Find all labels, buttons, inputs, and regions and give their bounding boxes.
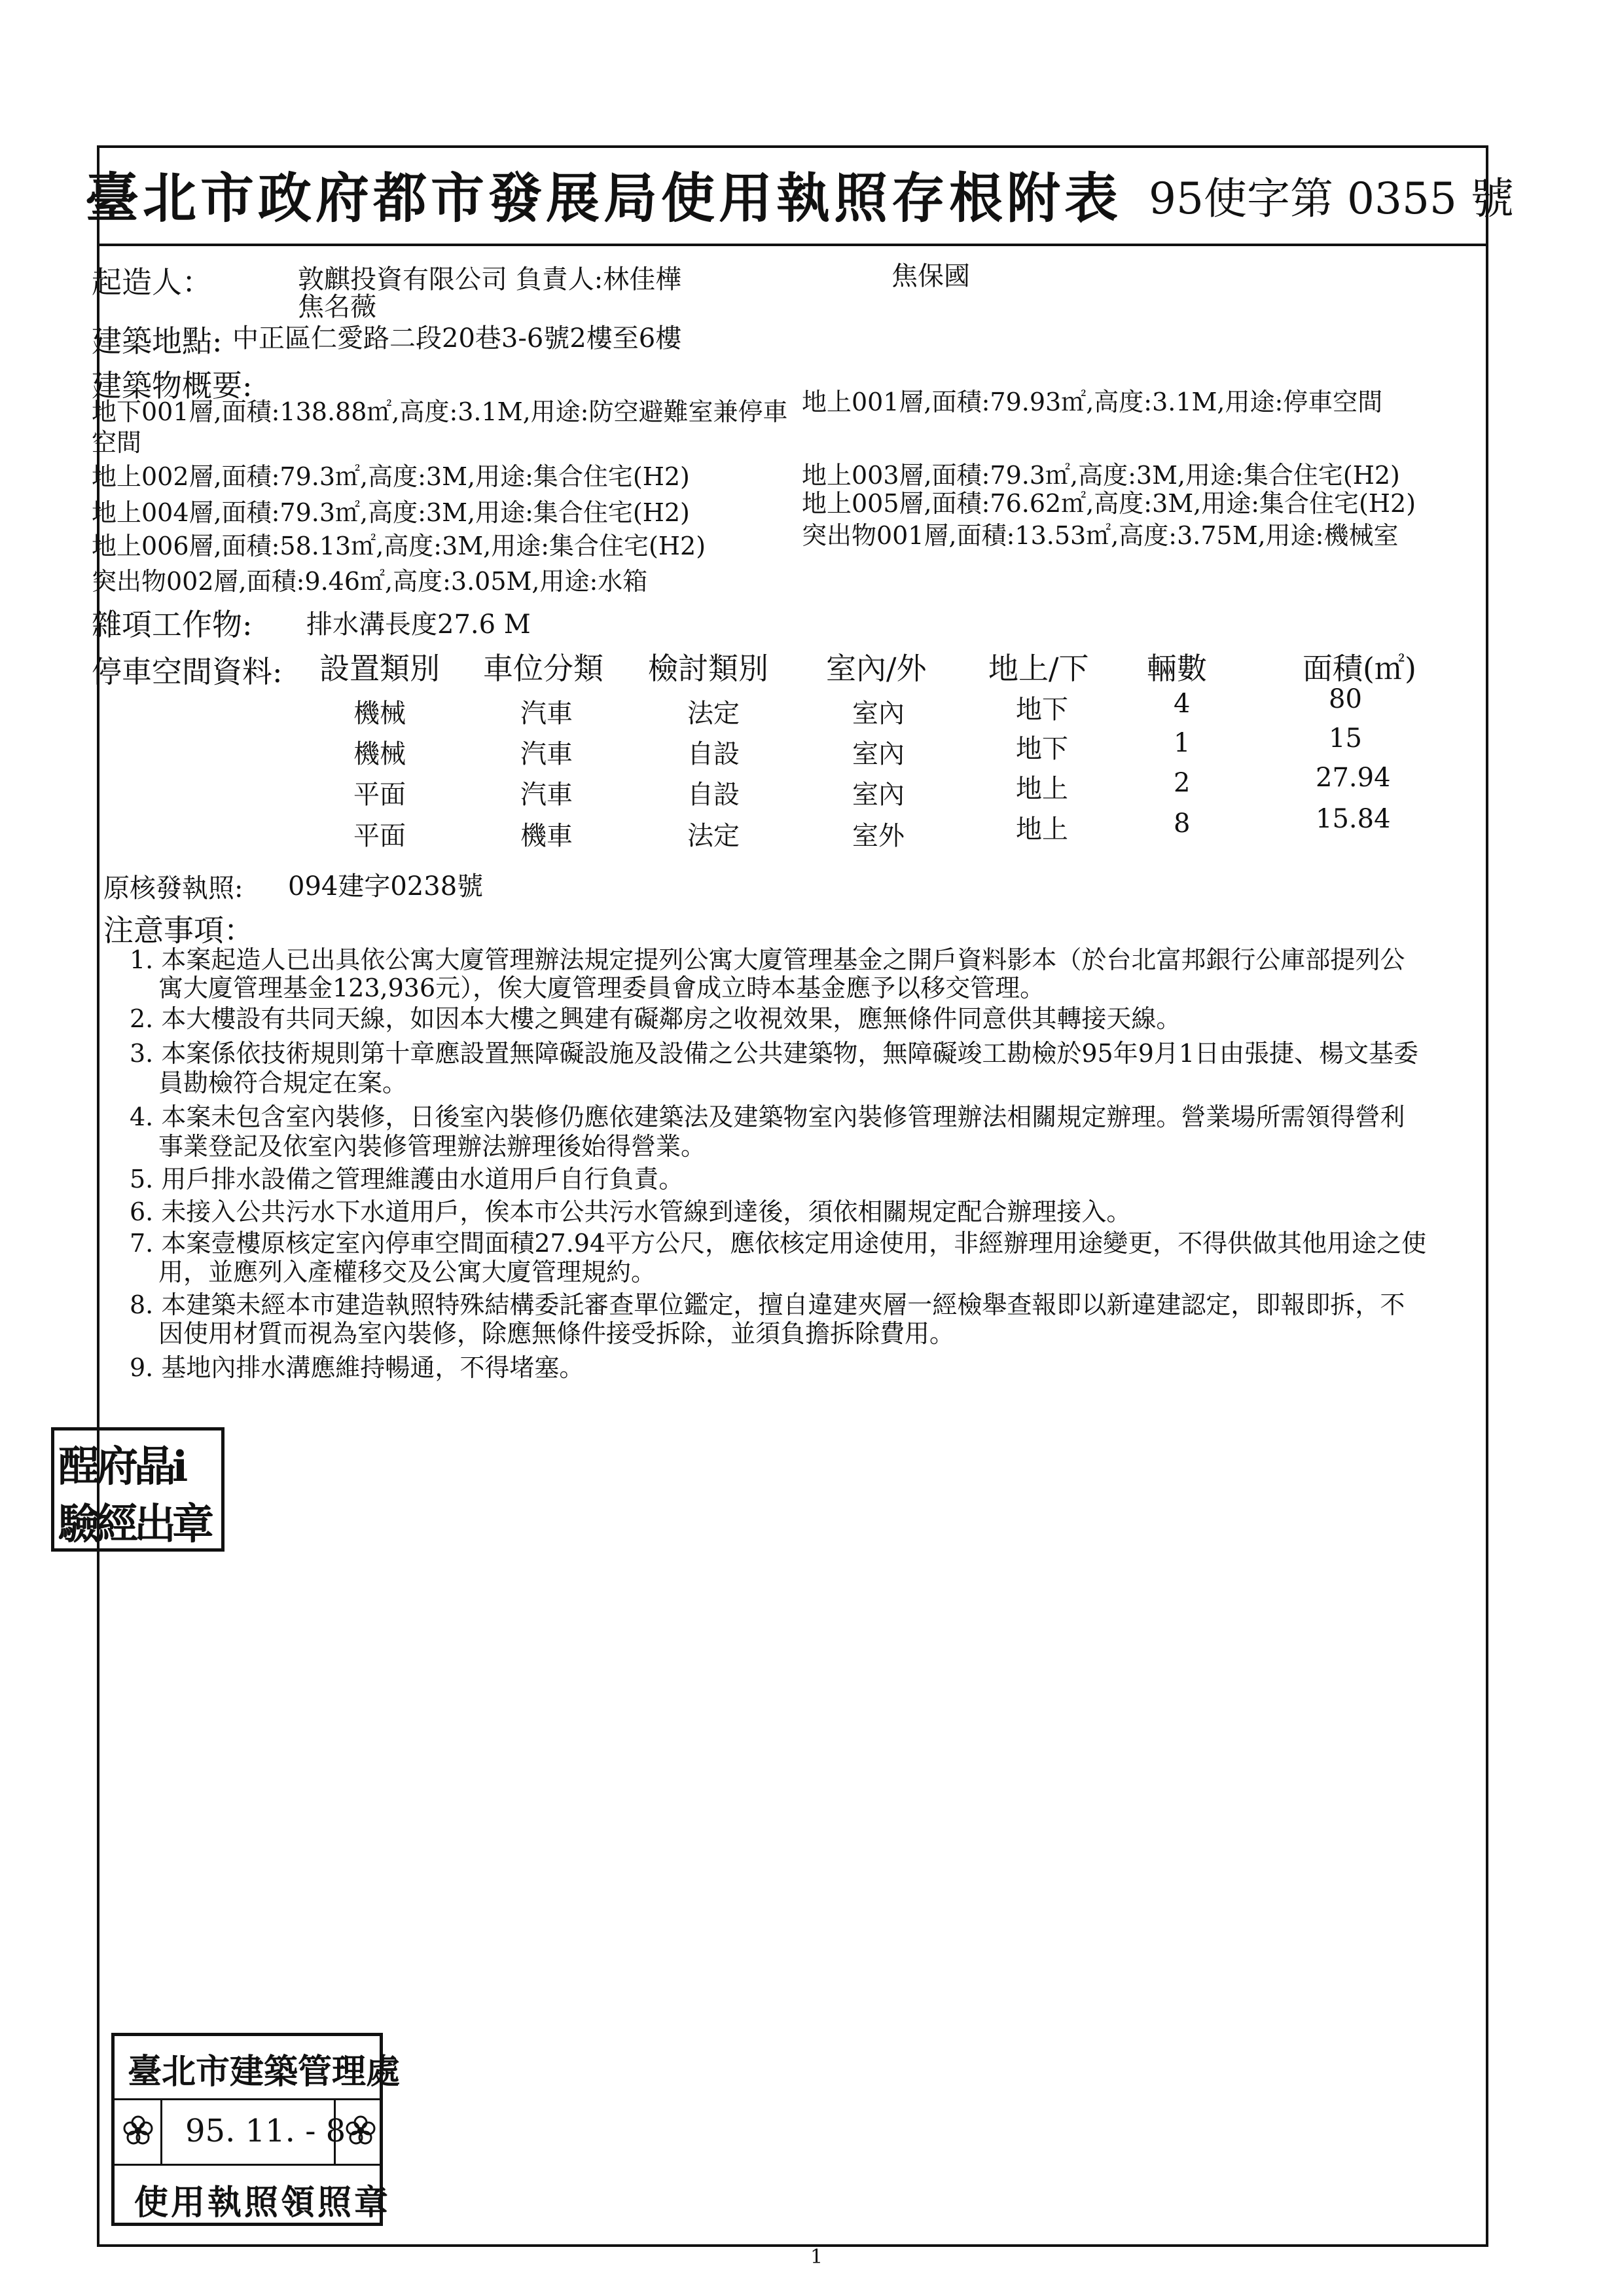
license-stamp bbox=[111, 2033, 401, 2226]
misc-works-value: 排水溝長度27.6 M bbox=[306, 610, 531, 640]
note-line: 4. 本案未包含室內裝修，日後室內裝修仍應依建築法及建築物室內裝修管理辦法相關規定辦理。營業場所需領得營利 bbox=[130, 1102, 1405, 1131]
page-mark: 1 bbox=[810, 2246, 823, 2269]
misc-works-label: 雜項工作物: bbox=[92, 607, 253, 642]
site-address: 中正區仁愛路二段20巷3-6號2樓至6樓 bbox=[232, 323, 682, 354]
note-line: 7. 本案壹樓原核定室內停車空間面積27.94平方公尺，應依核定用途使用，非經辦理用途變更，不得供做其他用途之使 bbox=[130, 1229, 1427, 1258]
original-permit-value: 094建字0238號 bbox=[288, 871, 484, 902]
note-line: 用，並應列入產權移交及公寓大廈管理規約。 bbox=[158, 1258, 656, 1286]
parking-cell: 汽車 bbox=[520, 699, 573, 729]
overview-left-line: 地上004層,面積:79.3㎡,高度:3M,用途:集合住宅(H2) bbox=[92, 498, 690, 527]
stamp-date: 95. 11. - 8 bbox=[185, 2113, 346, 2149]
overview-right-line: 地上001層,面積:79.93㎡,高度:3.1M,用途:停車空間 bbox=[802, 388, 1383, 416]
note-line: 5. 用戶排水設備之管理維護由水道用戶自行負責。 bbox=[130, 1165, 684, 1194]
site-label: 建築地點: bbox=[92, 323, 223, 359]
parking-cell: 室內 bbox=[852, 699, 905, 729]
note-line: 事業登記及依室內裝修管理辦法辦理後始得營業。 bbox=[158, 1132, 706, 1161]
parking-cell: 平面 bbox=[353, 780, 406, 810]
stamp-line: 酲府晶ⅰ bbox=[58, 1442, 185, 1488]
parking-header: 檢討類別 bbox=[648, 651, 768, 686]
note-line: 員勘檢符合規定在案。 bbox=[158, 1068, 408, 1097]
verification-stamp bbox=[51, 1427, 225, 1552]
parking-cell: 地上 bbox=[1016, 814, 1068, 845]
stamp-divider bbox=[115, 2098, 380, 2100]
overview-left-line: 地上002層,面積:79.3㎡,高度:3M,用途:集合住宅(H2) bbox=[92, 462, 690, 491]
overview-left-line: 空間 bbox=[92, 428, 142, 457]
note-line: 2. 本大樓設有共同天線，如因本大樓之興建有礙鄰房之收視效果，應無條件同意供其轉接天線。 bbox=[130, 1004, 1181, 1033]
parking-header: 地上/下 bbox=[988, 651, 1089, 686]
applicant-company: 敦麒投資有限公司 負責人:林佳樺 bbox=[298, 264, 682, 295]
permit-number: 95使字第 0355 號 bbox=[1149, 173, 1514, 224]
parking-header: 面積(㎡) bbox=[1303, 651, 1416, 686]
parking-cell: 4 bbox=[1174, 689, 1191, 719]
parking-header: 設置類別 bbox=[319, 651, 440, 686]
note-line: 8. 本建築未經本市建造執照特殊結構委託審查單位鑑定，擅自違建夾層一經檢舉查報即以新違建認定，即報即拆，不 bbox=[130, 1290, 1405, 1319]
plum-blossom-emblem-icon bbox=[344, 2113, 378, 2147]
note-line: 1. 本案起造人已出具依公寓大廈管理辦法規定提列公寓大廈管理基金之開戶資料影本（於台北富邦銀行公庫部提列公 bbox=[130, 945, 1405, 974]
parking-cell: 27.94 bbox=[1316, 763, 1391, 793]
parking-cell: 15 bbox=[1329, 723, 1362, 754]
parking-cell: 室外 bbox=[852, 821, 905, 851]
note-line: 6. 未接入公共污水下水道用戶，俟本市公共污水管線到達後，須依相關規定配合辦理接入。 bbox=[130, 1197, 1132, 1226]
document-title: 臺北市政府都市發展局使用執照存根附表 bbox=[85, 167, 1123, 230]
parking-label: 停車空間資料: bbox=[92, 654, 283, 689]
parking-cell: 地上 bbox=[1016, 774, 1068, 804]
parking-cell: 汽車 bbox=[520, 739, 573, 769]
notes-label: 注意事項： bbox=[103, 913, 254, 948]
parking-cell: 室內 bbox=[852, 780, 905, 810]
applicant-name-3: 焦保國 bbox=[891, 261, 970, 291]
note-line: 3. 本案係依技術規則第十章應設置無障礙設施及設備之公共建築物，無障礙竣工勘檢於95年9月1日由張捷、楊文基委 bbox=[130, 1039, 1419, 1068]
parking-cell: 地下 bbox=[1016, 734, 1068, 764]
parking-cell: 地下 bbox=[1016, 695, 1068, 725]
parking-cell: 平面 bbox=[353, 821, 406, 851]
parking-header: 輛數 bbox=[1147, 651, 1207, 686]
parking-cell: 1 bbox=[1174, 728, 1191, 758]
parking-header: 室內/外 bbox=[826, 651, 927, 686]
parking-cell: 機械 bbox=[353, 699, 406, 729]
title-rule bbox=[97, 244, 1488, 246]
applicant-label: 起造人： bbox=[92, 264, 212, 300]
overview-label: 建築物概要: bbox=[92, 368, 253, 403]
stamp-divider bbox=[160, 2098, 162, 2164]
note-line: 因使用材質而視為室內裝修，除應無條件接受拆除，並須負擔拆除費用。 bbox=[158, 1319, 955, 1348]
parking-cell: 機車 bbox=[520, 821, 573, 851]
overview-right-line: 突出物001層,面積:13.53㎡,高度:3.75M,用途:機械室 bbox=[802, 521, 1399, 550]
note-line: 寓大廈管理基金123,936元），俟大廈管理委員會成立時本基金應予以移交管理。 bbox=[158, 974, 1045, 1002]
overview-left-line: 地上006層,面積:58.13㎡,高度:3M,用途:集合住宅(H2) bbox=[92, 532, 706, 560]
stamp-office-name: 臺北市建築管理處 bbox=[128, 2052, 401, 2092]
parking-cell: 室內 bbox=[852, 739, 905, 769]
parking-cell: 80 bbox=[1329, 684, 1362, 714]
overview-right-line: 地上003層,面積:79.3㎡,高度:3M,用途:集合住宅(H2) bbox=[802, 461, 1400, 490]
parking-cell: 自設 bbox=[687, 780, 740, 810]
original-permit-label: 原核發執照: bbox=[103, 873, 243, 903]
parking-cell: 自設 bbox=[687, 739, 740, 769]
note-line: 9. 基地內排水溝應維持暢通，不得堵塞。 bbox=[130, 1353, 584, 1382]
plum-blossom-emblem-icon bbox=[121, 2113, 155, 2147]
overview-left-line: 突出物002層,面積:9.46㎡,高度:3.05M,用途:水箱 bbox=[92, 567, 648, 596]
parking-header: 車位分類 bbox=[483, 651, 603, 686]
parking-cell: 8 bbox=[1174, 809, 1191, 839]
parking-cell: 15.84 bbox=[1316, 804, 1391, 834]
parking-cell: 2 bbox=[1174, 768, 1191, 798]
parking-cell: 法定 bbox=[687, 821, 740, 851]
parking-cell: 機械 bbox=[353, 739, 406, 769]
applicant-name-2: 焦名薇 bbox=[298, 292, 376, 322]
parking-cell: 法定 bbox=[687, 699, 740, 729]
stamp-line: 驗經出章 bbox=[58, 1500, 210, 1546]
parking-cell: 汽車 bbox=[520, 780, 573, 810]
stamp-divider bbox=[115, 2164, 380, 2166]
stamp-caption: 使用執照領照章 bbox=[134, 2183, 391, 2223]
overview-left-line: 地下001層,面積:138.88㎡,高度:3.1M,用途:防空避難室兼停車 bbox=[92, 397, 788, 426]
overview-right-line: 地上005層,面積:76.62㎡,高度:3M,用途:集合住宅(H2) bbox=[802, 489, 1416, 518]
